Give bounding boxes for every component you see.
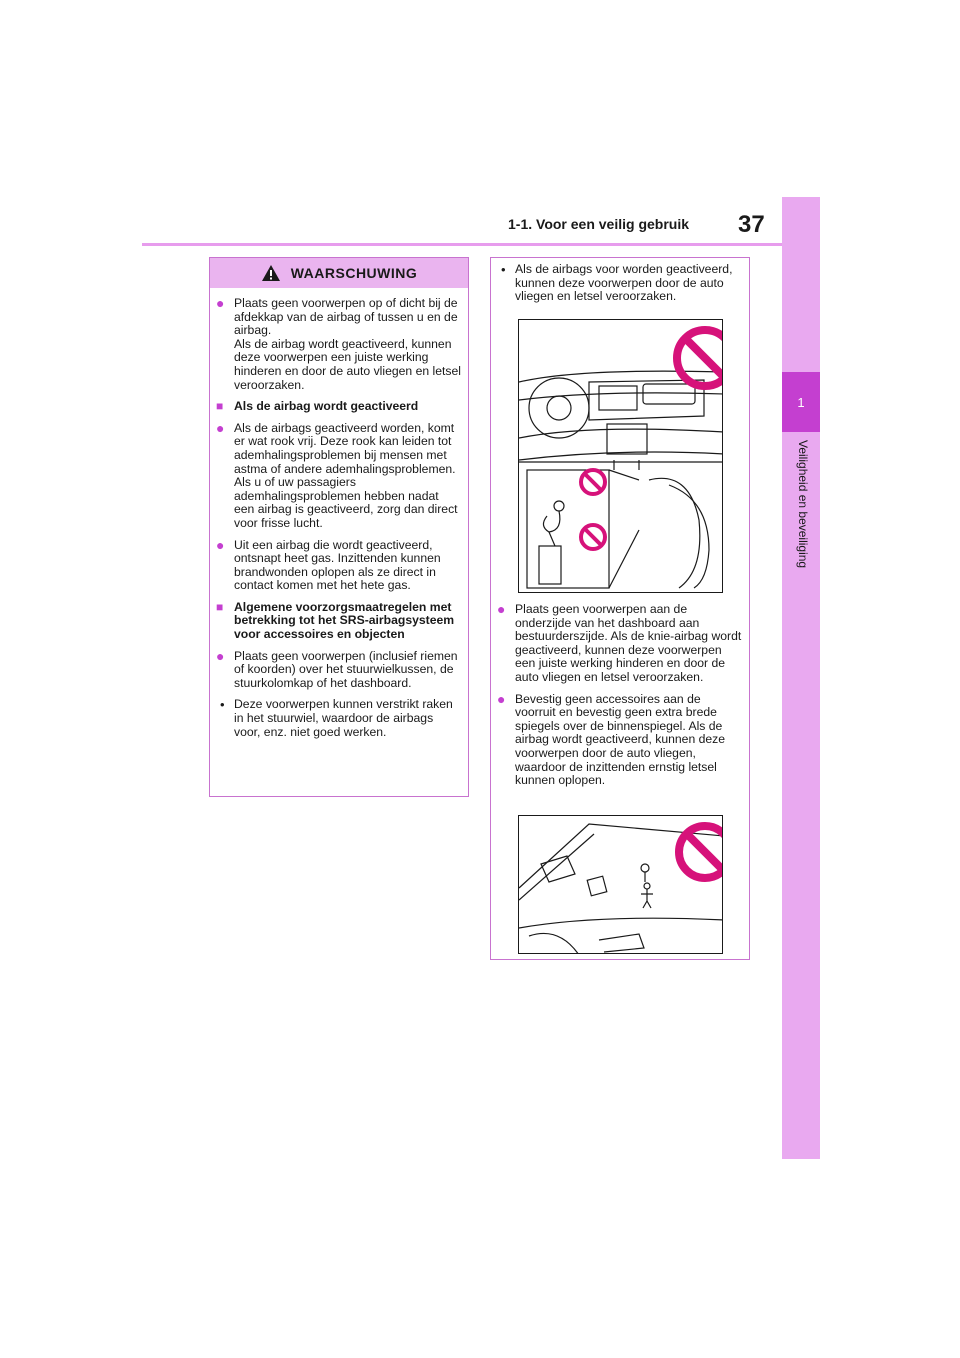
dot-bullet-icon: ● [497, 601, 506, 617]
list-item [497, 690, 743, 788]
subheading [216, 400, 462, 414]
dashboard-objects-illustration [518, 319, 723, 593]
dot-bullet-icon: ● [216, 419, 225, 436]
warning-header [210, 258, 468, 288]
item-text: Deze voorwerpen kunnen verstrikt raken in het stuurwiel, waardoor de airbags voor, enz. niet goed werken. [234, 697, 453, 739]
item-text: Als de airbags geactiveerd worden, komt er wat rook vrij. Deze rook kan leiden tot ademhalingsproblemen bij mensen met astma of andere ademhalingsproblemen. Als u of uw passagiers ademhalingsproblemen hebben nadat een airbag is geactiveerd, zorg dan direct voor frisse lucht. [234, 420, 458, 530]
section-title: 1-1. Voor een veilig gebruik [508, 216, 690, 232]
dot-bullet-icon: ● [216, 536, 225, 553]
warning-box [209, 257, 469, 797]
warning-content [216, 297, 462, 747]
dashboard-drawing [519, 320, 723, 593]
item-text: Plaats geen voorwerpen op of dicht bij de afdekkap van de airbag of tussen u en de airbag. Als de airbag wordt geactiveerd, kunnen deze voorwerpen een juiste werking hinderen en door de auto vliegen en letsel veroorzaken. [234, 296, 461, 392]
list-item [216, 419, 462, 531]
item-text: Plaats geen voorwerpen (inclusief riemen of koorden) over het stuurwielkussen, de stuurkolomkap of het dashboard. [234, 648, 458, 690]
chapter-side-tab [782, 197, 820, 1159]
subheading-text: Als de airbag wordt geactiveerd [234, 399, 419, 414]
continued-warning-box [490, 257, 750, 960]
subheading [216, 601, 462, 642]
windshield-drawing [519, 816, 723, 954]
windshield-accessories-illustration [518, 815, 723, 954]
prohibition-icon [581, 525, 605, 549]
list-item [497, 603, 743, 685]
square-bullet-icon: ■ [216, 399, 224, 414]
list-item [216, 698, 462, 739]
page-number: 37 [738, 211, 765, 238]
item-text: Plaats geen voorwerpen aan de onderzijde van het dashboard aan bestuurderszijde. Als de knie-airbag wordt geactiveerd, kunnen deze voorwerpen een juiste werking hinderen en door de auto vliegen en letsel veroorzaken. [515, 602, 742, 684]
right-items [497, 603, 743, 796]
small-bullet-icon: • [220, 697, 225, 713]
top-bullet-block [497, 263, 743, 312]
chapter-number: 1 [797, 394, 805, 410]
prohibition-icon [677, 330, 723, 386]
header-rule [142, 243, 782, 246]
warning-title: WAARSCHUWING [290, 265, 418, 281]
dot-bullet-icon: ● [497, 690, 506, 707]
item-text: Bevestig geen accessoires aan de voorruit en bevestig geen extra brede spiegels over de binnenspiegel. Als de airbag wordt geactiveerd, kunnen deze voorwerpen door de auto vliegen, waardoor de inzittenden ernstig letsel kunnen oplopen. [515, 691, 726, 788]
item-text: Als de airbags voor worden geactiveerd, kunnen deze voorwerpen door de auto vliegen en letsel veroorzaken. [515, 262, 733, 304]
dot-bullet-icon: ● [216, 295, 225, 311]
chapter-title: Veiligheid en beveiliging [796, 440, 810, 569]
prohibition-icon [581, 470, 605, 494]
subheading-text: Algemene voorzorgsmaatregelen met betrekking tot het SRS-airbagsysteem voor accessoires en objecten [234, 599, 455, 642]
chapter-number-box [782, 372, 820, 432]
list-item [216, 297, 462, 392]
dot-bullet-icon: ● [216, 647, 225, 664]
list-item [216, 536, 462, 593]
item-text: Uit een airbag die wordt geactiveerd, ontsnapt heet gas. Inzittenden kunnen brandwonden oplopen als ze direct in contact komen met het hete gas. [234, 537, 441, 593]
warning-triangle-icon [261, 264, 281, 282]
square-bullet-icon: ■ [216, 599, 224, 614]
small-bullet-icon: • [501, 262, 506, 277]
list-item [216, 647, 462, 691]
list-item [497, 263, 743, 304]
